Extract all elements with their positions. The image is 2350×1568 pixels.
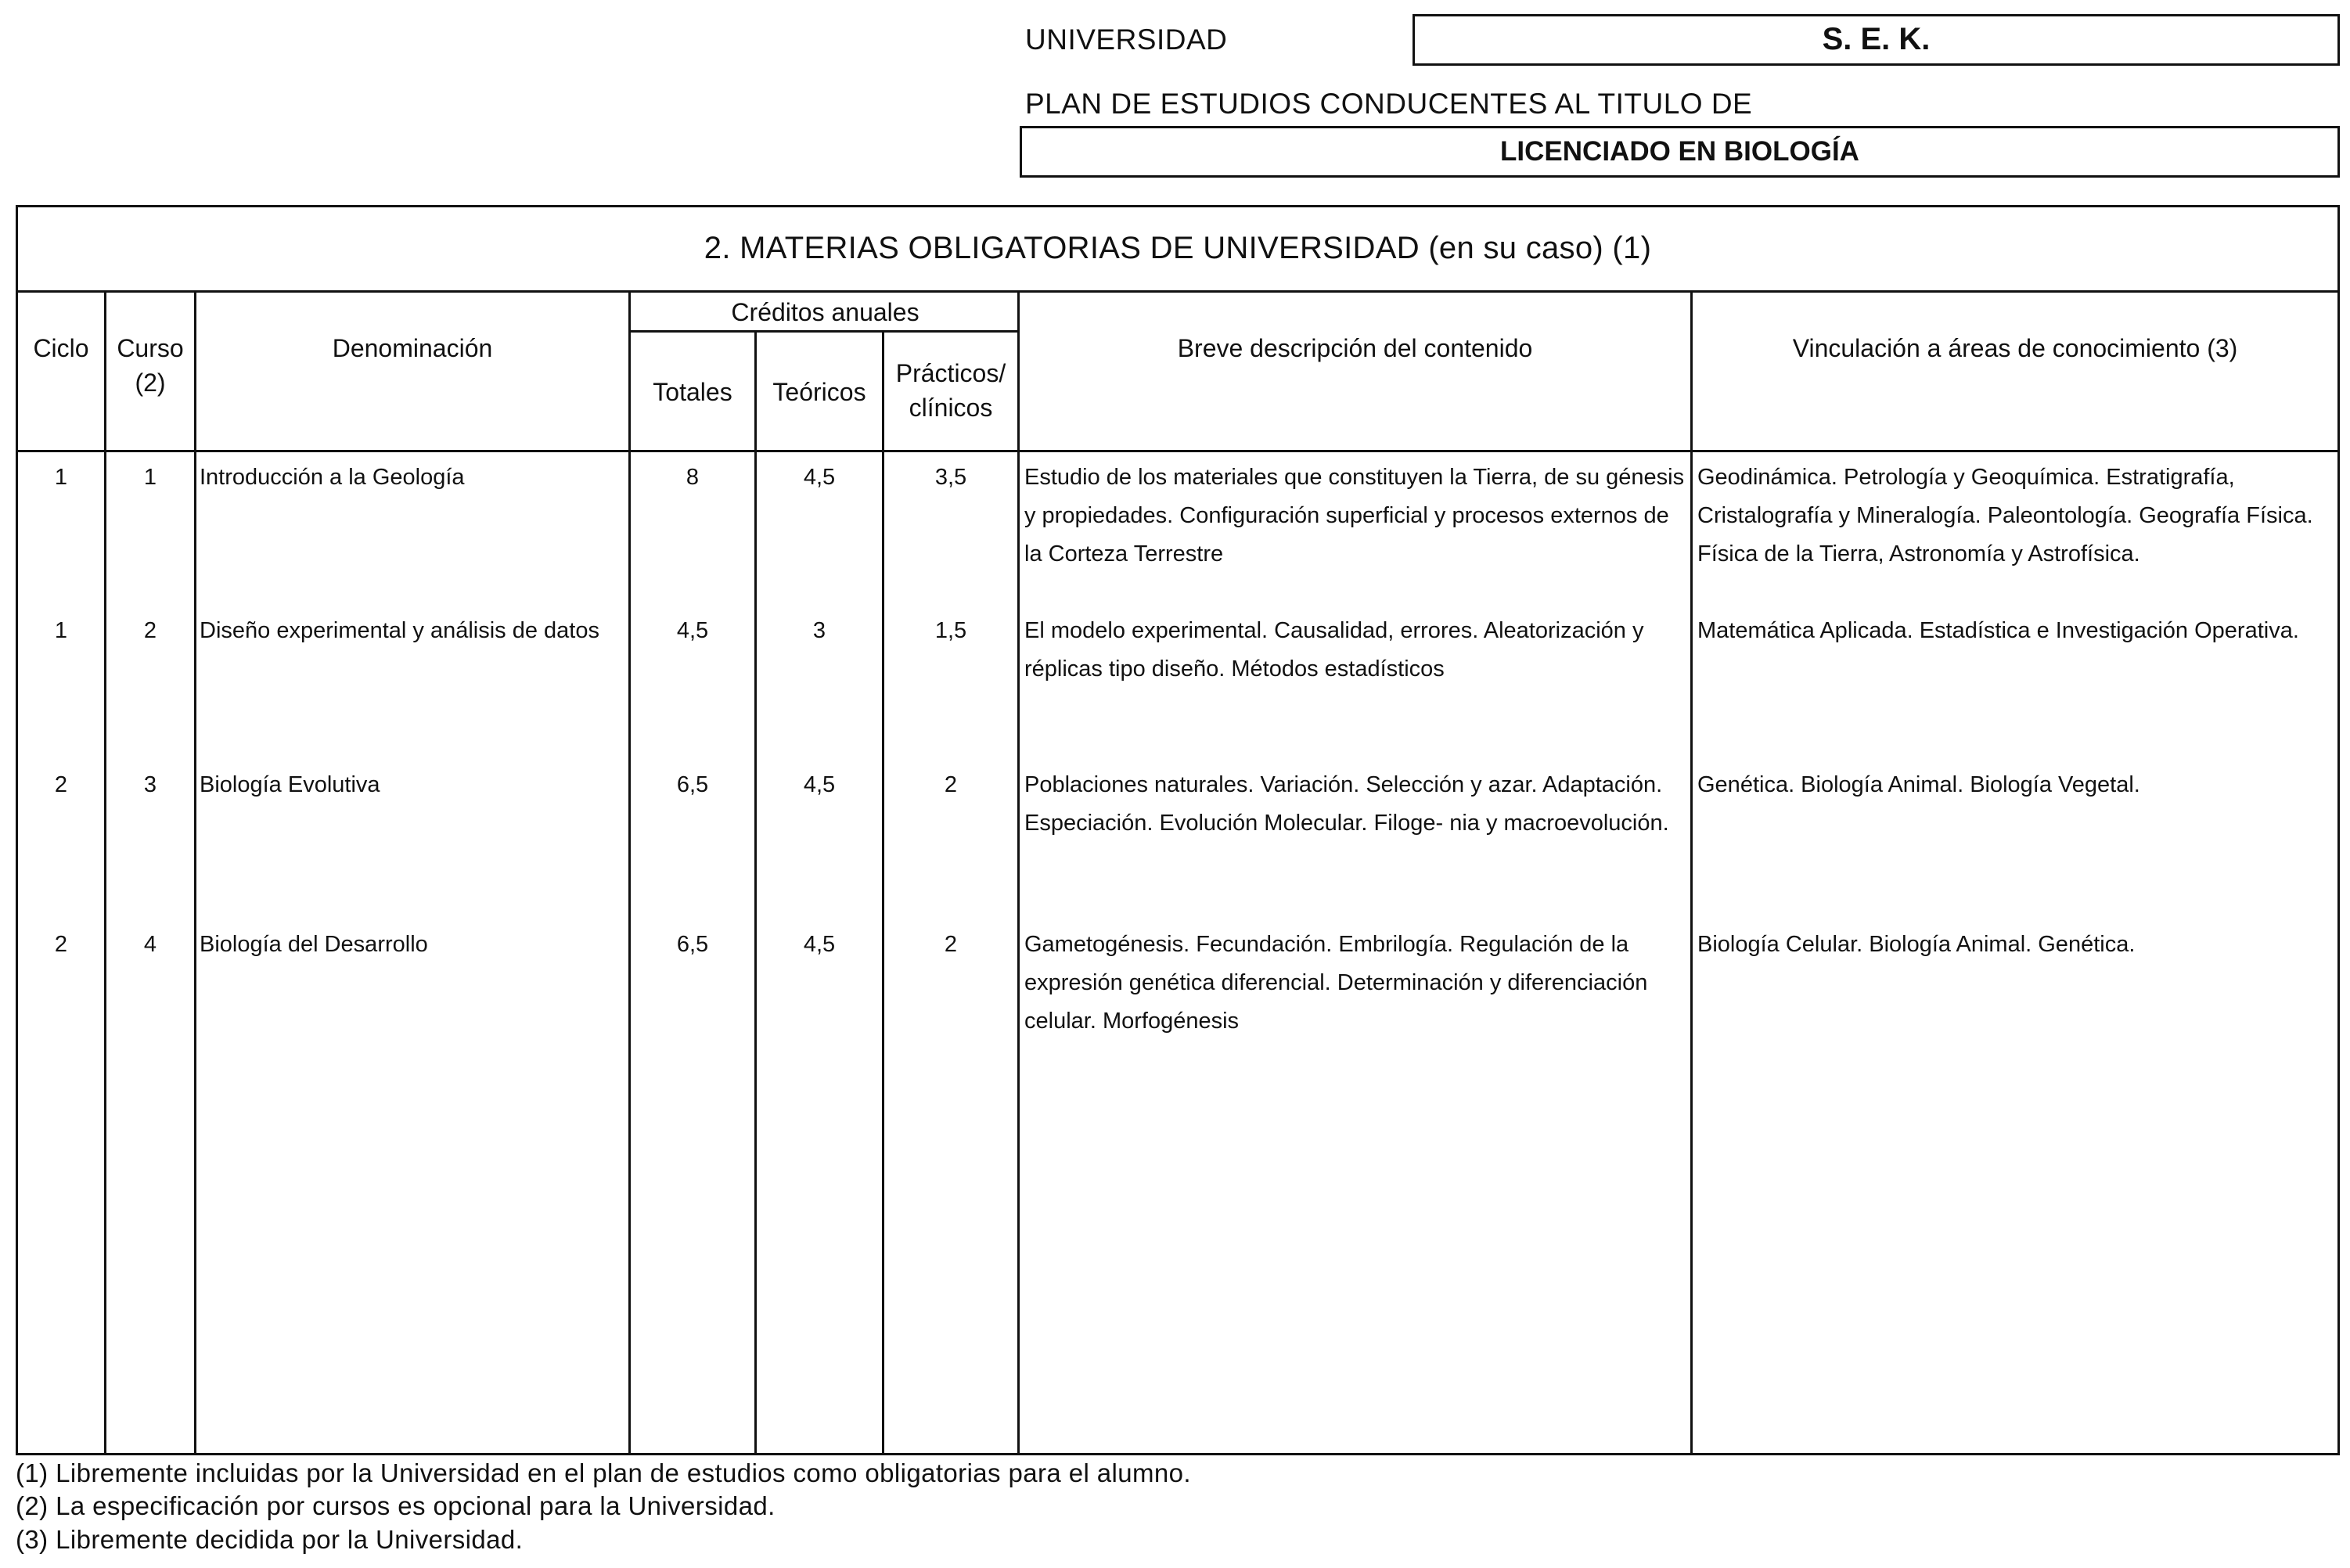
header-denominacion: Denominación [332, 334, 493, 362]
col-divider [882, 330, 884, 1453]
cell-practicos: 2 [944, 932, 958, 957]
cell-curso: 3 [143, 772, 157, 797]
header-teoricos: Teóricos [772, 378, 866, 406]
cell-vinculacion: Geodinámica. Petrología y Geoquímica. Estratigrafía, Cristalografía y Mineralogía. Paleontología. Geografía Física. Física de la Tierra, Astronomía y Astrofísica. [1697, 465, 2313, 566]
table-title: 2. MATERIAS OBLIGATORIAS DE UNIVERSIDAD (en su caso) (1) [704, 231, 1652, 265]
cell-ciclo: 2 [54, 932, 68, 957]
header-ciclo: Ciclo [33, 334, 89, 362]
universidad-value-box [1413, 14, 2340, 66]
footnote-2: (2) La especificación por cursos es opcional para la Universidad. [16, 1491, 776, 1520]
header-practicos: Prácticos/ clínicos [895, 359, 1006, 422]
creditos-divider [631, 330, 1020, 333]
cell-totales: 4,5 [676, 618, 709, 643]
cell-teoricos: 4,5 [803, 932, 836, 957]
header-curso: Curso (2) [117, 334, 184, 397]
cell-practicos: 2 [944, 772, 958, 797]
header-vinculacion: Vinculación a áreas de conocimiento (3) [1792, 334, 2238, 362]
cell-descripcion: Poblaciones naturales. Variación. Selección y azar. Adaptación. Especiación. Evolución Molecular. Filoge- nia y macroevolución. [1024, 772, 1669, 836]
cell-curso: 1 [143, 465, 157, 490]
cell-vinculacion: Genética. Biología Animal. Biología Vegetal. [1697, 772, 2140, 797]
col-divider [1017, 290, 1020, 1453]
col-divider [1690, 290, 1693, 1453]
cell-curso: 4 [143, 932, 157, 957]
cell-practicos: 3,5 [934, 465, 967, 490]
cell-descripcion: Estudio de los materiales que constituyen la Tierra, de su génesis y propiedades. Configuración superficial y procesos externos de la Corteza Terrestre [1024, 465, 1685, 566]
cell-ciclo: 1 [54, 465, 68, 490]
cell-descripcion: El modelo experimental. Causalidad, errores. Aleatorización y réplicas tipo diseño. Métodos estadísticos [1024, 618, 1644, 682]
cell-vinculacion: Matemática Aplicada. Estadística e Investigación Operativa. [1697, 618, 2299, 643]
header-totales: Totales [653, 378, 732, 406]
col-divider [754, 330, 757, 1453]
cell-denominacion: Biología del Desarrollo [200, 932, 428, 957]
header-divider [18, 450, 2337, 452]
cell-ciclo: 1 [54, 618, 68, 643]
universidad-value: S. E. K. [1822, 22, 1931, 56]
cell-practicos: 1,5 [934, 618, 967, 643]
header-descripcion: Breve descripción del contenido [1177, 334, 1533, 362]
header-creditos: Créditos anuales [731, 298, 919, 326]
titulo-value-box [1020, 126, 2340, 178]
cell-teoricos: 3 [812, 618, 826, 643]
cell-denominacion: Biología Evolutiva [200, 772, 380, 797]
titulo-value: LICENCIADO EN BIOLOGÍA [1500, 136, 1859, 167]
cell-denominacion: Introducción a la Geología [200, 465, 465, 490]
subjects-table [16, 205, 2340, 1455]
footnote-3: (3) Libremente decidida por la Universidad. [16, 1525, 524, 1554]
cell-teoricos: 4,5 [803, 465, 836, 490]
cell-denominacion: Diseño experimental y análisis de datos [200, 618, 599, 643]
universidad-label: UNIVERSIDAD [1025, 23, 1228, 56]
col-divider [194, 290, 196, 1453]
title-divider [18, 290, 2337, 293]
plan-label: PLAN DE ESTUDIOS CONDUCENTES AL TITULO DE [1025, 88, 1753, 120]
cell-descripcion: Gametogénesis. Fecundación. Embrilogía. Regulación de la expresión genética diferencial. Determinación y diferenciación celular. Morfogénesis [1024, 932, 1648, 1034]
cell-vinculacion: Biología Celular. Biología Animal. Genética. [1697, 932, 2136, 957]
cell-totales: 8 [686, 465, 700, 490]
footnote-1: (1) Libremente incluidas por la Universidad en el plan de estudios como obligatorias para el alumno. [16, 1458, 1191, 1487]
cell-totales: 6,5 [676, 932, 709, 957]
cell-teoricos: 4,5 [803, 772, 836, 797]
cell-totales: 6,5 [676, 772, 709, 797]
cell-ciclo: 2 [54, 772, 68, 797]
cell-curso: 2 [143, 618, 157, 643]
